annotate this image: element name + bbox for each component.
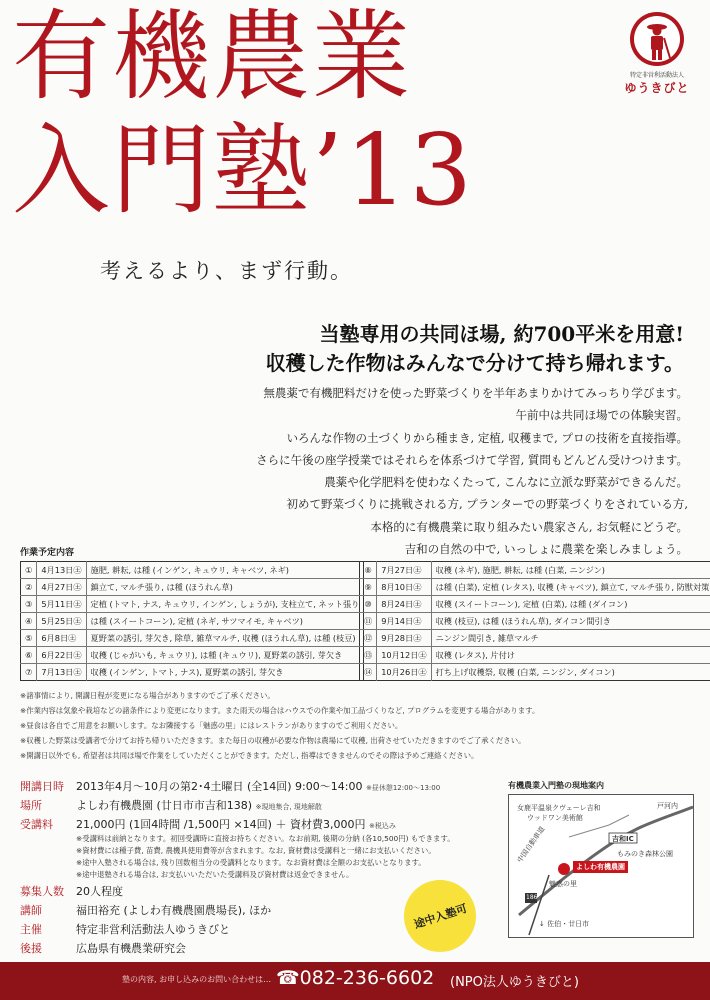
footer-phone[interactable]: ☎082-236-6602 — [276, 967, 435, 989]
detail-label: 募集人数 — [20, 885, 64, 898]
note: ※諸事情により, 開講日程が変更になる場合がありますのでご了承ください。 — [20, 691, 275, 700]
logo-name: ゆうきびと — [624, 81, 690, 95]
schedule-date: 5月25日㊏ — [37, 613, 86, 630]
map-label: 女鹿平温泉クヴェーレ吉和 — [517, 804, 601, 812]
schedule-table-right — [359, 561, 710, 681]
footer — [0, 962, 710, 1000]
detail-value: 21,000円 (1回4時間 /1,500円 ×14回) ＋ 資材費3,000円 — [76, 818, 366, 831]
intro-line: 初めて野菜づくりに挑戦される方, プランターでの野菜づくりをされている方, — [286, 497, 688, 512]
schedule-number: ⑨ — [360, 579, 377, 596]
detail-label: 主催 — [20, 923, 42, 936]
farmer-figure-icon — [628, 10, 686, 68]
intro-line: 吉和の自然の中で, いっしょに農業を楽しみましょう。 — [404, 542, 688, 557]
detail-note: ※現地集合, 現地解散 — [255, 803, 322, 811]
schedule-task: は種 (白菜), 定植 (レタス), 収穫 (キャベツ), 鎮立て, マルチ張り, 防獣対策 — [431, 579, 710, 596]
schedule-number: ⑧ — [360, 562, 377, 579]
schedule-row — [21, 630, 364, 647]
schedule-task: 収穫 (ネギ), 施肥, 耕耘, は種 (白菜, ニンジン) — [431, 562, 710, 579]
schedule-task: 収穫 (じゃがいも, キュウリ), は種 (キュウリ), 夏野菜の誘引, 芽欠き — [86, 647, 364, 664]
map-label: もみのき森林公園 — [617, 850, 673, 858]
schedule-number: ① — [21, 562, 37, 579]
schedule-task: 施肥, 耕耘, は種 (インゲン, キュウリ, キャベツ, ネギ) — [86, 562, 364, 579]
schedule-number: ⑤ — [21, 630, 37, 647]
schedule-date: 7月13日㊏ — [37, 664, 86, 681]
schedule-row — [21, 647, 364, 664]
schedule-date: 9月14日㊏ — [377, 613, 431, 630]
schedule-number: ⑬ — [360, 647, 377, 664]
headline — [266, 320, 684, 378]
schedule-date: 6月22日㊏ — [37, 647, 86, 664]
schedule-row — [21, 664, 364, 681]
schedule-row — [360, 647, 710, 664]
detail-value: 広島県有機農業研究会 — [76, 942, 186, 955]
schedule-task: 鎮立て, マルチ張り, は種 (ほうれん草) — [86, 579, 364, 596]
map-title: 有機農業入門塾の現地案内 — [508, 781, 604, 790]
intro-paragraph — [256, 382, 688, 560]
schedule-task: 定植 (トマト, ナス, キュウリ, インゲン, しょうが), 支柱立て, ネット張り — [86, 596, 364, 613]
intro-line: 無農薬で有機肥料だけを使った野菜づくりを半年あまりかけてみっちり学びます。 — [263, 386, 688, 400]
map-label: 魅惑の里 — [549, 880, 577, 888]
map-label: ウッドワン美術館 — [527, 814, 583, 822]
schedule-task: 収穫 (枝豆), は種 (ほうれん草), ダイコン間引き — [431, 613, 710, 630]
schedule-number: ③ — [21, 596, 37, 613]
note: ※収穫した野菜は受講者で分けてお持ち帰りいただきます。また毎日の収穫が必要な作物は農場にて収穫, 出荷させていただきますのでご了承ください。 — [20, 736, 526, 745]
map-label: 吉和IC — [612, 835, 634, 843]
footer-note: 塾の内容, お申し込みのお問い合わせは… — [122, 975, 272, 984]
schedule-row — [21, 596, 364, 613]
detail-label: 講師 — [20, 904, 42, 917]
detail-value: 福田裕充 (よしわ有機農園農場長), ほか — [76, 904, 272, 917]
schedule-task: 収穫 (インゲン, トマト, ナス), 夏野菜の誘引, 芽欠き — [90, 666, 284, 677]
schedule-date: 6月8日㊏ — [37, 630, 86, 647]
schedule-number: ⑦ — [21, 664, 37, 681]
detail-label: 開講日時 — [20, 780, 64, 793]
schedule-row — [21, 579, 364, 596]
logo-org-type: 特定非営利活動法人 — [629, 72, 684, 79]
map-label: ↓ 佐伯・廿日市 — [539, 920, 590, 928]
schedule-table-left — [20, 561, 364, 681]
schedule-task: は種 (スイートコーン), 定植 (ネギ, サツマイモ, キャベツ) — [86, 613, 364, 630]
schedule-number: ④ — [21, 613, 37, 630]
schedule-number: ⑫ — [360, 630, 377, 647]
page-title-line1: 有機農業 — [12, 0, 413, 114]
detail-note: ※昼休憩12:00～13:00 — [365, 784, 441, 792]
schedule-date: 4月27日㊏ — [37, 579, 86, 596]
schedule-row — [360, 596, 710, 613]
intro-line: 午前中は共同ほ場での体験実習。 — [515, 408, 688, 423]
schedule-row — [360, 579, 710, 596]
map-label: 戸河内 — [657, 802, 678, 810]
schedule-row — [360, 562, 710, 579]
detail-value: 特定非営利活動法人ゆうきびと — [76, 923, 230, 936]
schedule-task: 収穫 (レタス), 片付け — [431, 647, 710, 664]
fee-subnote: ※受講料は前納となります。初回受講時に直接お持ちください。なお前期, 後期の分納 (各10,500円) もできます。 — [76, 834, 455, 843]
notes — [20, 688, 700, 763]
schedule-row — [360, 613, 710, 630]
schedule-row — [21, 562, 364, 579]
detail-value: 20人程度 — [76, 885, 123, 898]
detail-label: 受講料 — [20, 818, 53, 831]
schedule-number: ② — [21, 579, 37, 596]
schedule-row — [360, 630, 710, 647]
detail-label: 場所 — [20, 799, 42, 812]
schedule-date: 7月27日㊏ — [377, 562, 431, 579]
schedule-title: 作業予定内容 — [20, 548, 75, 558]
schedule-date: 8月24日㊏ — [377, 596, 431, 613]
schedule-task: 収穫 (スイートコーン), 定植 (白菜), は種 (ダイコン) — [431, 596, 710, 613]
schedule-task: ニンジン間引き, 雑草マルチ — [431, 630, 710, 647]
note: ※開講日以外でも, 希望者は共同ほ場で作業をしていただくことができます。ただし, 指導はできませんのでその際は予めご連絡ください。 — [20, 751, 479, 760]
schedule-date: 10月12日㊏ — [377, 647, 431, 664]
detail-value: 2013年4月～10月の第2･4土曜日 (全14回) 9:00～14:00 — [76, 780, 363, 793]
schedule-row — [21, 613, 364, 630]
headline-line: 当塾専用の共同ほ場, 約700平米を用意! — [319, 322, 684, 346]
location-map — [508, 794, 694, 938]
schedule-date: 8月10日㊏ — [377, 579, 431, 596]
footer-org: (NPO法人ゆうきびと) — [450, 975, 579, 990]
intro-line: いろんな作物の土づくりから種まき, 定植, 収穫まで, プロの技術を直接指導。 — [286, 430, 688, 445]
mid-entry-badge — [404, 880, 476, 952]
intro-line: 農薬や化学肥料を使わなくたって, こんなに立派な野菜ができるんだ。 — [324, 475, 688, 490]
schedule-date: 4月13日㊏ — [37, 562, 86, 579]
headline-line: 収穫した作物はみんなで分けて持ち帰れます。 — [265, 351, 684, 375]
schedule-task: 打ち上げ収穫祭, 収穫 (白菜, ニンジン, ダイコン) — [435, 666, 615, 677]
intro-line: さらに午後の座学授業ではそれらを体系づけて学習, 質問もどんどん受けつけます。 — [256, 452, 688, 467]
fee-subnote: ※途中入塾される場合は, 残り回数相当分の受講料となります。なお資材費は全額のお支払いとなります。 — [76, 858, 426, 867]
fee-subnote: ※途中退塾される場合は, お支払いいただいた受講料及び資材費は返金できません。 — [76, 870, 354, 879]
badge-text: 途中入塾可 — [411, 901, 469, 932]
detail-label: 後援 — [20, 942, 42, 955]
map-label: 中国自動車道 — [515, 825, 547, 865]
logo — [614, 10, 700, 110]
detail-note: ※税込み — [368, 822, 396, 830]
schedule-number: ⑪ — [360, 613, 377, 630]
map-label-farm: よしわ有機農園 — [573, 861, 628, 873]
schedule-date: 9月28日㊏ — [377, 630, 431, 647]
farm-marker-icon — [558, 863, 570, 875]
detail-value: よしわ有機農園 (廿日市市吉和138) — [76, 799, 253, 812]
schedule-number: ⑩ — [360, 596, 377, 613]
slogan: 考えるより、まず行動。 — [100, 259, 353, 283]
page-title-line2: 入門塾’13 — [12, 114, 474, 228]
note: ※昼食は各自でご用意をお願いします。なお隣接する「魅惑の里」にはレストランがありますのでご利用ください。 — [20, 721, 403, 730]
schedule-date: 5月11日㊏ — [37, 596, 86, 613]
schedule-date: 10月26日㊏ — [377, 664, 431, 681]
fee-subnote: ※資材費には種子費, 苗費, 農機具使用費等が含まれます。なお, 資材費は受講料と一緒にお支払いください。 — [76, 846, 436, 855]
schedule-number: ⑭ — [360, 664, 377, 681]
route-number: 186 — [526, 894, 538, 901]
schedule-task: 夏野菜の誘引, 芽欠き, 除草, 雑草マルチ, 収穫 (ほうれん草), は種 (枝豆) — [86, 630, 364, 647]
intro-line: 本格的に有機農業に取り組みたい農家さん, お気軽にどうぞ。 — [370, 519, 688, 534]
schedule-number: ⑥ — [21, 647, 37, 664]
schedule-row — [360, 664, 710, 681]
note: ※作業内容は気象や栽培などの諸条件により変更になります。また雨天の場合はハウスでの作業や加工品づくりなど, プログラムを変更する場合があります。 — [20, 706, 540, 715]
